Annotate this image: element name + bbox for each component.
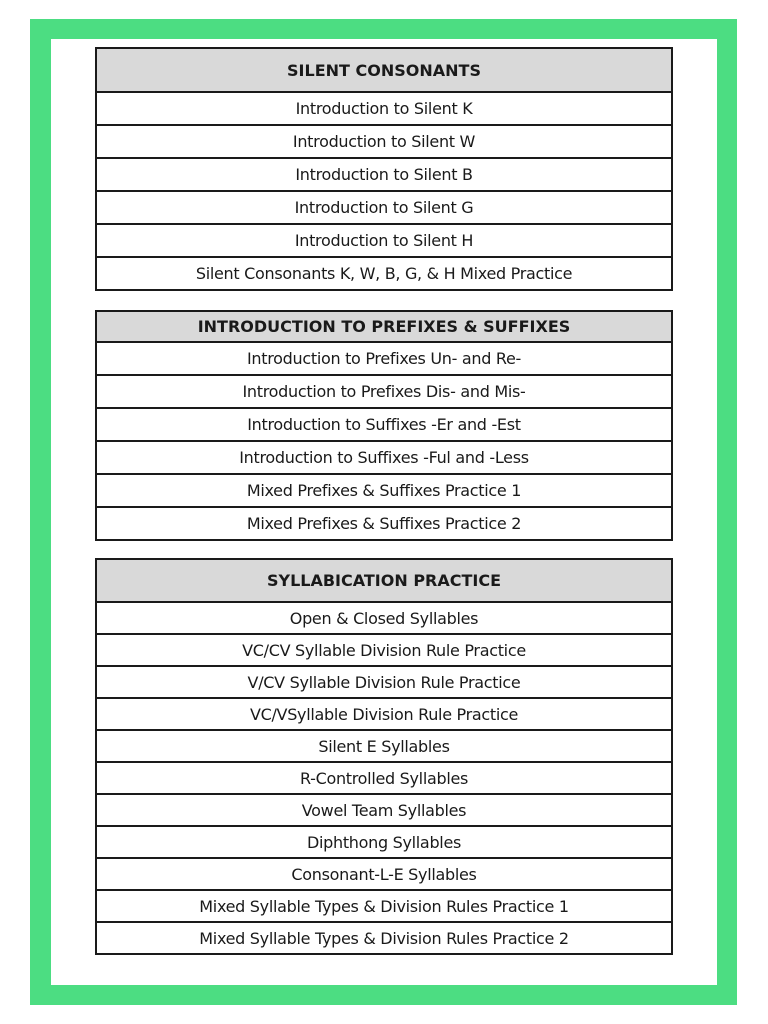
list-item: VC/CV Syllable Division Rule Practice: [96, 634, 672, 666]
section-syllabication-practice: [95, 558, 673, 955]
section-title: SILENT CONSONANTS: [96, 48, 672, 92]
list-item: Mixed Prefixes & Suffixes Practice 2: [96, 507, 672, 540]
list-item: VC/VSyllable Division Rule Practice: [96, 698, 672, 730]
list-item: Silent Consonants K, W, B, G, & H Mixed Practice: [96, 257, 672, 290]
list-item: Introduction to Silent H: [96, 224, 672, 257]
list-item: Introduction to Prefixes Dis- and Mis-: [96, 375, 672, 408]
list-item: Mixed Syllable Types & Division Rules Practice 2: [96, 922, 672, 954]
list-item: Introduction to Silent G: [96, 191, 672, 224]
list-item: Diphthong Syllables: [96, 826, 672, 858]
list-item: Introduction to Prefixes Un- and Re-: [96, 342, 672, 375]
list-item: Open & Closed Syllables: [96, 602, 672, 634]
list-item: Consonant-L-E Syllables: [96, 858, 672, 890]
list-item: Introduction to Silent K: [96, 92, 672, 125]
list-item: Silent E Syllables: [96, 730, 672, 762]
section-title: INTRODUCTION TO PREFIXES & SUFFIXES: [96, 311, 672, 342]
list-item: Mixed Prefixes & Suffixes Practice 1: [96, 474, 672, 507]
list-item: R-Controlled Syllables: [96, 762, 672, 794]
list-item: Introduction to Suffixes -Ful and -Less: [96, 441, 672, 474]
list-item: Introduction to Silent B: [96, 158, 672, 191]
list-item: Vowel Team Syllables: [96, 794, 672, 826]
section-silent-consonants: [95, 47, 673, 291]
list-item: Introduction to Suffixes -Er and -Est: [96, 408, 672, 441]
list-item: Mixed Syllable Types & Division Rules Practice 1: [96, 890, 672, 922]
list-item: Introduction to Silent W: [96, 125, 672, 158]
section-prefixes-suffixes: [95, 310, 673, 541]
list-item: V/CV Syllable Division Rule Practice: [96, 666, 672, 698]
section-title: SYLLABICATION PRACTICE: [96, 559, 672, 602]
